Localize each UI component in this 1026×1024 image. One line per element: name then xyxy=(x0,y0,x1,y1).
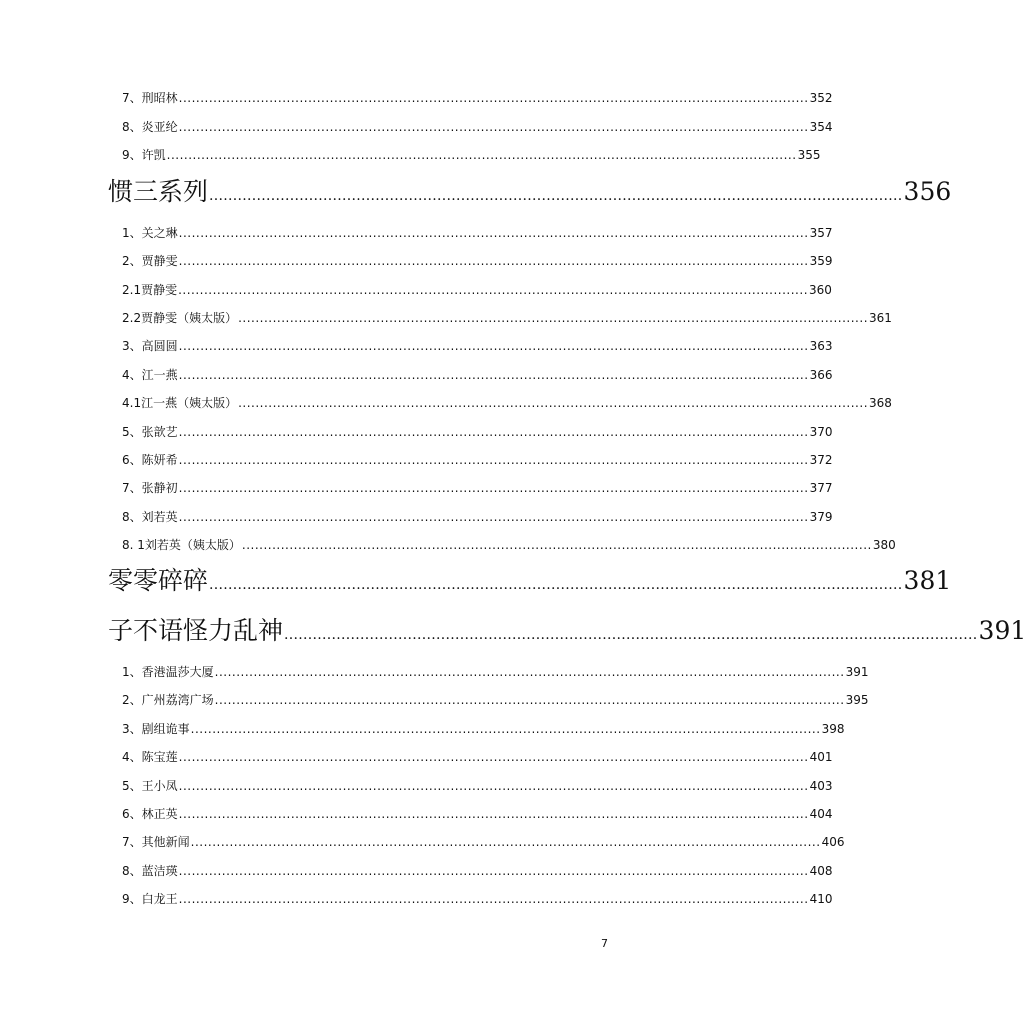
toc-entry-title: 8、刘若英 xyxy=(122,510,178,524)
toc-entry-page: 410 xyxy=(809,892,833,906)
toc-entry[interactable] xyxy=(122,690,869,710)
toc-entry[interactable] xyxy=(122,117,833,137)
toc-section-title: 零零碎碎 xyxy=(108,566,209,595)
toc-entry[interactable] xyxy=(122,478,833,498)
dot-leader: .................................................................................................................................................. xyxy=(178,226,809,240)
toc-entry[interactable] xyxy=(122,422,833,442)
toc-entry[interactable] xyxy=(122,280,832,300)
toc-entry-title: 5、张歆艺 xyxy=(122,425,178,439)
toc-entry[interactable] xyxy=(122,507,833,527)
toc-entry-page: 355 xyxy=(797,148,821,162)
toc-entry-page: 361 xyxy=(869,311,892,325)
toc-entry-title: 7、其他新闻 xyxy=(122,835,190,849)
toc-entry-title: 9、白龙王 xyxy=(122,892,178,906)
dot-leader: .................................................................................................................................................. xyxy=(178,283,809,297)
toc-entry-title: 8. 1刘若英（姨太版） xyxy=(122,538,241,552)
toc-entry-title: 3、高圆圆 xyxy=(122,339,178,353)
toc-entry[interactable] xyxy=(122,145,821,165)
toc-entry[interactable] xyxy=(122,804,833,824)
dot-leader: .................................................................................................................................................. xyxy=(178,779,809,793)
toc-entry-page: 352 xyxy=(809,91,833,105)
dot-leader: .................................................................................................................................................. xyxy=(178,453,809,467)
dot-leader: .................................................................................................................................................. xyxy=(241,538,872,552)
toc-entry-page: 404 xyxy=(809,807,833,821)
toc-entry-title: 7、张静初 xyxy=(122,481,178,495)
toc-entry-title: 6、林正英 xyxy=(122,807,178,821)
dot-leader: .................................................................................................................................................. xyxy=(178,510,809,524)
dot-leader: .................................................................................................................................................. xyxy=(178,481,809,495)
toc-entry[interactable] xyxy=(122,719,845,739)
toc-entry-page: 391 xyxy=(845,665,869,679)
toc-section-heading[interactable] xyxy=(108,613,1026,649)
toc-entry-page: 357 xyxy=(809,226,833,240)
toc-entry[interactable] xyxy=(122,88,833,108)
toc-entry[interactable] xyxy=(122,776,833,796)
toc-section-page: 391 xyxy=(978,616,1026,645)
toc-entry-title: 2.1贾静雯 xyxy=(122,283,178,297)
toc-entry-page: 403 xyxy=(809,779,833,793)
toc-entry-title: 8、蓝洁瑛 xyxy=(122,864,178,878)
toc-entry-page: 370 xyxy=(809,425,833,439)
toc-entry-page: 368 xyxy=(869,396,892,410)
toc-entry[interactable] xyxy=(122,365,833,385)
toc-entry-title: 1、香港温莎大厦 xyxy=(122,665,214,679)
toc-entry-title: 2、广州荔湾广场 xyxy=(122,693,214,707)
toc-entry[interactable] xyxy=(122,747,833,767)
dot-leader: .................................................................................................................................................. xyxy=(209,577,903,593)
toc-entry[interactable] xyxy=(122,535,896,555)
toc-entry-page: 359 xyxy=(809,254,833,268)
toc-entry-page: 377 xyxy=(809,481,833,495)
toc-section-title: 惯三系列 xyxy=(108,177,209,206)
toc-section-heading[interactable] xyxy=(108,563,952,599)
dot-leader: .................................................................................................................................................. xyxy=(178,254,809,268)
toc-entry-page: 379 xyxy=(809,510,833,524)
toc-entry-page: 395 xyxy=(845,693,869,707)
toc-entry-title: 4、江一燕 xyxy=(122,368,178,382)
toc-entry-title: 8、炎亚纶 xyxy=(122,120,178,134)
toc-section-heading[interactable] xyxy=(108,174,952,210)
page-number: 7 xyxy=(601,937,608,950)
toc-entry-title: 4.1江一燕（姨太版） xyxy=(122,396,238,410)
toc-entry-page: 360 xyxy=(809,283,832,297)
toc-section-title: 子不语怪力乱神 xyxy=(108,616,284,645)
toc-entry-page: 366 xyxy=(809,368,833,382)
toc-entry-title: 1、关之琳 xyxy=(122,226,178,240)
dot-leader: .................................................................................................................................................. xyxy=(209,188,903,204)
toc-entry[interactable] xyxy=(122,251,833,271)
toc-entry-title: 2、贾静雯 xyxy=(122,254,178,268)
toc-entry-page: 380 xyxy=(872,538,896,552)
toc-entry[interactable] xyxy=(122,393,892,413)
toc-entry-title: 3、剧组诡事 xyxy=(122,722,190,736)
toc-entry[interactable] xyxy=(122,832,845,852)
toc-entry-page: 363 xyxy=(809,339,833,353)
dot-leader: .................................................................................................................................................. xyxy=(238,311,869,325)
dot-leader: .................................................................................................................................................. xyxy=(238,396,869,410)
toc-section-page: 356 xyxy=(903,177,952,206)
dot-leader: .................................................................................................................................................. xyxy=(178,425,809,439)
toc-entry-title: 4、陈宝莲 xyxy=(122,750,178,764)
dot-leader: .................................................................................................................................................. xyxy=(178,368,809,382)
dot-leader: .................................................................................................................................................. xyxy=(190,835,821,849)
toc-entry[interactable] xyxy=(122,308,892,328)
toc-entry-title: 9、许凯 xyxy=(122,148,166,162)
toc-entry-title: 2.2贾静雯（姨太版） xyxy=(122,311,238,325)
dot-leader: .................................................................................................................................................. xyxy=(214,665,845,679)
toc-entry-page: 408 xyxy=(809,864,833,878)
toc-entry[interactable] xyxy=(122,223,833,243)
toc-section-page: 381 xyxy=(903,566,952,595)
toc-entry[interactable] xyxy=(122,450,833,470)
toc-entry[interactable] xyxy=(122,336,833,356)
toc-entry-title: 5、王小凤 xyxy=(122,779,178,793)
toc-entry-page: 372 xyxy=(809,453,833,467)
toc-entry-title: 7、刑昭林 xyxy=(122,91,178,105)
toc-entry-page: 406 xyxy=(821,835,845,849)
dot-leader: .................................................................................................................................................. xyxy=(178,892,809,906)
dot-leader: .................................................................................................................................................. xyxy=(178,807,809,821)
dot-leader: .................................................................................................................................................. xyxy=(178,339,809,353)
toc-entry[interactable] xyxy=(122,861,833,881)
toc-entry[interactable] xyxy=(122,662,869,682)
toc-entry-page: 354 xyxy=(809,120,833,134)
dot-leader: .................................................................................................................................................. xyxy=(178,864,809,878)
dot-leader: .................................................................................................................................................. xyxy=(214,693,845,707)
toc-entry[interactable] xyxy=(122,889,833,909)
dot-leader: .................................................................................................................................................. xyxy=(284,627,978,643)
toc-entry-title: 6、陈妍希 xyxy=(122,453,178,467)
dot-leader: .................................................................................................................................................. xyxy=(166,148,797,162)
dot-leader: .................................................................................................................................................. xyxy=(178,750,809,764)
toc-entry-page: 398 xyxy=(821,722,845,736)
dot-leader: .................................................................................................................................................. xyxy=(190,722,821,736)
dot-leader: .................................................................................................................................................. xyxy=(178,120,809,134)
dot-leader: .................................................................................................................................................. xyxy=(178,91,809,105)
toc-entry-page: 401 xyxy=(809,750,833,764)
